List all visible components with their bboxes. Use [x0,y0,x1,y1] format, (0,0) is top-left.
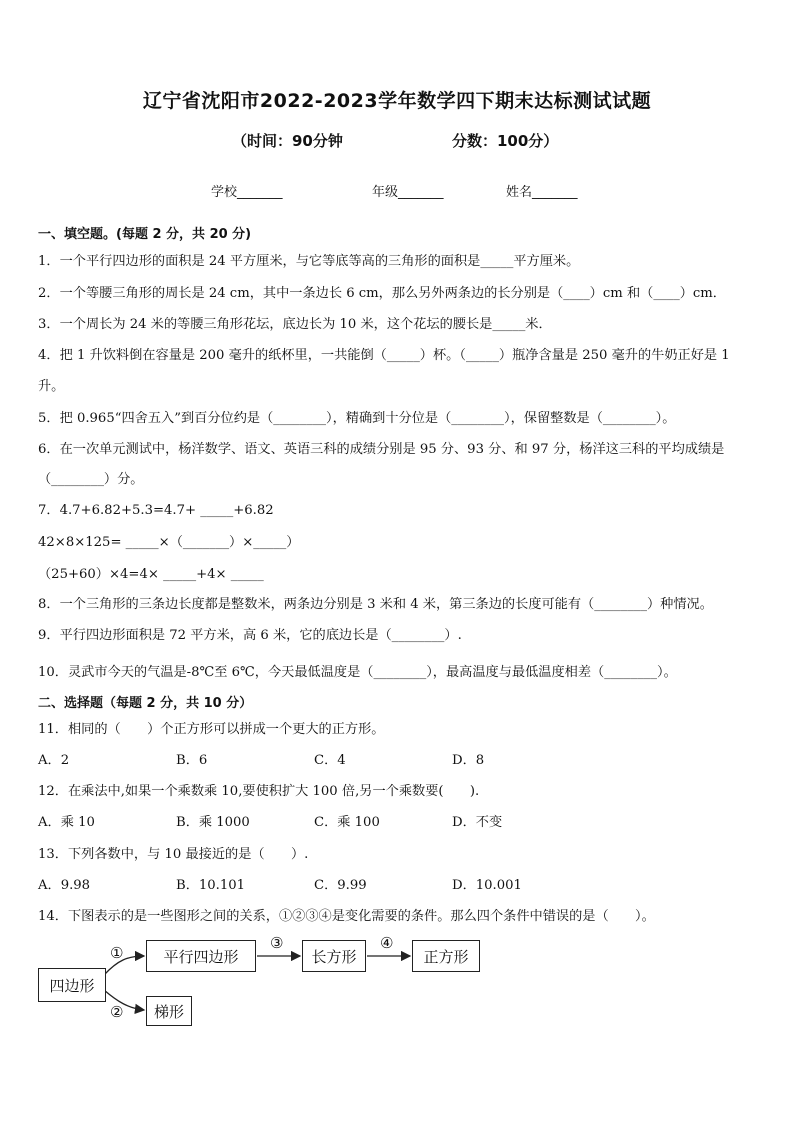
question-14: 14．下图表示的是一些图形之间的关系，①②③④是变化需要的条件。那么四个条件中错误的是（ ）。 [38,909,655,924]
question-4: 4．把 1 升饮料倒在容量是 200 毫升的纸杯里，一共能倒（_____）杯。（_____）瓶净含量是 250 毫升的牛奶正好是 1 [38,348,730,363]
name-field: 姓名_______ [506,185,578,200]
condition-2-label: ② [110,1003,124,1021]
question-6: 6．在一次单元测试中，杨洋数学、语文、英语三科的成绩分别是 95 分、93 分、和 97 分，杨洋这三科的平均成绩是 [38,442,725,457]
question-7-b: 42×8×125= _____×（_______）×_____） [38,535,300,550]
q11-option-c: C．4 [314,753,346,768]
condition-4-label: ④ [380,934,394,952]
question-11: 11．相同的（ ）个正方形可以拼成一个更大的正方形。 [38,722,385,737]
question-9: 9．平行四边形面积是 72 平方米，高 6 米，它的底边长是（________）. [38,628,462,643]
node-quadrilateral: 四边形 [38,968,106,1002]
node-parallelogram: 平行四边形 [146,940,256,972]
question-4-cont: 升。 [38,379,65,394]
node-square: 正方形 [412,940,480,972]
section-heading-choice: 二、选择题（每题 2 分，共 10 分） [38,696,253,711]
arrow-quad-to-parallelogram [104,956,144,975]
node-rectangle: 长方形 [302,940,366,972]
exam-time: （时间：90分钟 [232,132,343,150]
q13-option-c: C．9.99 [314,878,367,893]
q13-option-a: A．9.98 [38,878,91,893]
condition-1-label: ① [110,944,124,962]
question-2: 2．一个等腰三角形的周长是 24 cm，其中一条边长 6 cm，那么另外两条边的长分别是（____）cm 和（____）cm． [38,286,726,301]
question-5: 5．把 0.965“四舍五入”到百分位约是（________），精确到十分位是（________），保留整数是（________）。 [38,411,676,426]
question-12: 12．在乘法中,如果一个乘数乘 10,要使积扩大 100 倍,另一个乘数要( ). [38,784,480,799]
q11-option-d: D．8 [452,753,485,768]
exam-score: 分数：100分） [452,132,559,150]
school-field: 学校_______ [211,185,283,200]
q12-option-d: D．不变 [452,815,503,830]
question-1: 1．一个平行四边形的面积是 24 平方厘米，与它等底等高的三角形的面积是_____平方厘米。 [38,254,580,269]
page-title: 辽宁省沈阳市2022-2023学年数学四下期末达标测试试题 [142,90,652,112]
question-7-c: （25+60）×4=4× _____+4× _____ [38,567,264,582]
section-heading-fill-blank: 一、填空题。(每题 2 分，共 20 分) [38,227,252,242]
condition-3-label: ③ [270,934,284,952]
question-7: 7．4.7+6.82+5.3=4.7+ _____+6.82 [38,503,274,518]
q13-option-d: D．10.001 [452,878,522,893]
question-3: 3．一个周长为 24 米的等腰三角形花坛，底边长为 10 米，这个花坛的腰长是_____米． [38,317,552,332]
q11-option-a: A．2 [38,753,70,768]
q11-option-b: B．6 [176,753,208,768]
node-trapezoid: 梯形 [146,996,192,1026]
q12-option-c: C．乘 100 [314,815,380,830]
question-8: 8．一个三角形的三条边长度都是整数米，两条边分别是 3 米和 4 米，第三条边的长度可能有（________）种情况。 [38,597,713,612]
q13-option-b: B．10.101 [176,878,246,893]
arrow-quad-to-trapezoid [104,990,144,1010]
q12-option-b: B．乘 1000 [176,815,250,830]
q12-option-a: A．乘 10 [38,815,95,830]
grade-field: 年级_______ [372,185,444,200]
question-13: 13．下列各数中，与 10 最接近的是（ ）. [38,847,309,862]
question-6-cont: （________）分。 [38,472,144,487]
question-10: 10．灵武市今天的气温是-8℃至 6℃，今天最低温度是（________），最高温度与最低温度相差（________）。 [38,665,677,680]
